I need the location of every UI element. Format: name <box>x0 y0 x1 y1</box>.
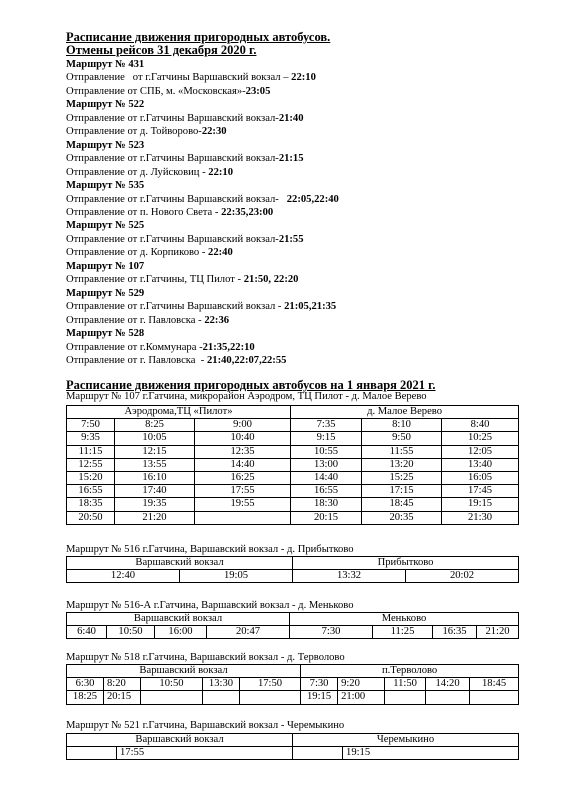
cancel-route-heading: Маршрут № 525 <box>66 220 145 232</box>
route-107-time: 19:35 <box>115 498 195 511</box>
departure-time: 23:05 <box>245 85 271 97</box>
route-107-time: 16:10 <box>115 471 195 484</box>
route-107-time: 18:45 <box>362 498 442 511</box>
route-521-head-left: Варшавский вокзал <box>67 734 293 747</box>
route-107-time: 20:35 <box>362 511 442 524</box>
route-521-caption: Маршрут № 521 г.Гатчина, Варшавский вокзал - Черемыкино <box>66 720 345 731</box>
cancel-departure-line <box>66 85 526 98</box>
departure-text: Отправление от г.Коммунара - <box>66 341 203 353</box>
route-107-caption: Маршрут № 107 г.Гатчина, микрорайон Аэродром, ТЦ Пилот - д. Малое Верево <box>66 391 427 402</box>
route-521-empty-cell <box>293 747 343 760</box>
route-107-time: 16:05 <box>442 471 519 484</box>
departure-time: 21:50, 22:20 <box>243 274 299 286</box>
route-107-time: 21:30 <box>442 511 519 524</box>
page-subtitle: Отмены рейсов 31 декабря 2020 г. <box>66 43 257 57</box>
route-516a-head-left: Варшавский вокзал <box>67 613 290 626</box>
departure-time: 21:40 <box>278 112 304 124</box>
route-107-table <box>66 405 519 525</box>
route-107-time: 21:20 <box>115 511 195 524</box>
route-107-time: 11:15 <box>67 445 115 458</box>
route-107-time: 19:55 <box>195 498 291 511</box>
route-107-head-left: Аэродрома,ТЦ «Пилот» <box>67 406 291 419</box>
cancel-departure-line <box>66 206 526 219</box>
route-518-time <box>240 691 301 704</box>
cancel-departure-line <box>66 300 526 313</box>
table-row <box>67 498 519 511</box>
route-518-time: 17:50 <box>240 678 301 691</box>
route-518-time <box>141 691 203 704</box>
route-518-time: 18:45 <box>470 678 519 691</box>
cancel-departure-line <box>66 166 526 179</box>
departure-time: 22:10 <box>291 72 316 84</box>
cancel-departure-line <box>66 193 526 206</box>
departure-time: 21:40,22:07,22:55 <box>206 354 287 366</box>
cancel-departure-line <box>66 125 526 138</box>
departure-text: Отправление от г.Гатчины Варшавский вокзал- <box>66 112 279 124</box>
route-107-time: 17:45 <box>442 485 519 498</box>
table-row <box>67 691 519 704</box>
departure-text: Отправление от г.Гатчины Варшавский вокзал- <box>66 153 279 165</box>
route-107-time: 16:25 <box>195 471 291 484</box>
table-row <box>67 678 519 691</box>
cancel-departure-line <box>66 152 526 165</box>
cancel-departure-line <box>66 354 526 367</box>
cancel-departure-line <box>66 112 526 125</box>
route-516a-time: 16:00 <box>155 626 207 639</box>
route-516a-time: 10:50 <box>107 626 155 639</box>
route-107-time: 12:15 <box>115 445 195 458</box>
route-516-time: 12:40 <box>67 570 180 583</box>
route-107-time: 15:20 <box>67 471 115 484</box>
departure-text: Отправление от д. Тойворово- <box>66 126 202 138</box>
route-516-head-left: Варшавский вокзал <box>67 557 293 570</box>
cancel-departure-line <box>66 341 526 354</box>
route-516-time: 13:32 <box>293 570 406 583</box>
route-107-time: 13:55 <box>115 458 195 471</box>
route-107-time: 11:55 <box>362 445 442 458</box>
departure-text: Отправление от г.Гатчины Варшавский вокзал - <box>66 301 285 313</box>
route-516a-time: 7:30 <box>290 626 373 639</box>
route-521-time: 17:55 <box>117 747 293 760</box>
cancel-departure-line <box>66 71 526 84</box>
route-518-table <box>66 664 519 705</box>
departure-time: 22:10 <box>208 166 233 178</box>
cancel-route-heading: Маршрут № 431 <box>66 59 145 70</box>
route-516a-head-right: Меньково <box>290 613 519 626</box>
cancel-route-heading: Маршрут № 107 <box>66 260 145 272</box>
route-518-head-right: п.Терволово <box>301 665 519 678</box>
cancel-route-heading: Маршрут № 529 <box>66 287 145 299</box>
departure-text: Отправление от д. Корпиково - <box>66 247 209 259</box>
route-107-time: 8:25 <box>115 419 195 432</box>
route-516a-caption: Маршрут № 516-А г.Гатчина, Варшавский вокзал - д. Меньково <box>66 600 354 611</box>
departure-text: Отправление от п. Нового Света - <box>66 206 222 218</box>
route-107-time: 7:35 <box>291 419 362 432</box>
route-518-head-left: Варшавский вокзал <box>67 665 301 678</box>
cancel-departure-line <box>66 273 526 286</box>
route-518-time: 20:15 <box>104 691 141 704</box>
route-521-empty-cell <box>67 747 117 760</box>
departure-time: 21:55 <box>278 233 304 245</box>
route-521-time: 19:15 <box>343 747 519 760</box>
route-107-time: 12:35 <box>195 445 291 458</box>
departure-time: 22:40 <box>208 247 233 259</box>
departure-time: 22:36 <box>204 314 230 326</box>
route-107-time: 13:20 <box>362 458 442 471</box>
route-518-time: 21:00 <box>338 691 385 704</box>
table-row <box>67 485 519 498</box>
route-516-head-right: Прибытково <box>293 557 519 570</box>
route-107-time: 9:00 <box>195 419 291 432</box>
departure-time: 22:05,22:40 <box>286 193 339 205</box>
cancel-route-heading: Маршрут № 528 <box>66 328 145 340</box>
route-107-time: 16:55 <box>67 485 115 498</box>
route-107-head-right: д. Малое Верево <box>291 406 519 419</box>
cancel-route-heading: Маршрут № 523 <box>66 139 145 151</box>
departure-time: 22:35,23:00 <box>221 206 274 218</box>
cancel-departure-line <box>66 314 526 327</box>
departure-time: 22:30 <box>201 126 227 138</box>
route-518-time: 7:30 <box>301 678 338 691</box>
route-516-caption: Маршрут № 516 г.Гатчина, Варшавский вокзал - д. Прибытково <box>66 544 354 555</box>
route-518-time <box>203 691 240 704</box>
schedule-title: Расписание движения пригородных автобусов на 1 января 2021 г. <box>66 378 436 392</box>
route-518-time: 6:30 <box>67 678 104 691</box>
route-516a-time: 16:35 <box>433 626 477 639</box>
route-518-caption: Маршрут № 518 г.Гатчина, Варшавский вокзал - д. Терволово <box>66 652 345 663</box>
route-518-time: 13:30 <box>203 678 240 691</box>
route-518-time: 10:50 <box>141 678 203 691</box>
departure-text: Отправление от г. Павловска - <box>66 354 207 366</box>
route-518-time: 14:20 <box>426 678 470 691</box>
route-516a-time: 11:25 <box>373 626 433 639</box>
route-107-time: 18:30 <box>291 498 362 511</box>
route-518-time: 19:15 <box>301 691 338 704</box>
cancel-route-heading: Маршрут № 535 <box>66 180 145 192</box>
route-107-time: 14:40 <box>195 458 291 471</box>
route-107-time: 20:15 <box>291 511 362 524</box>
table-row <box>67 445 519 458</box>
route-107-time: 10:55 <box>291 445 362 458</box>
route-518-time <box>470 691 519 704</box>
table-row <box>67 432 519 445</box>
route-518-time <box>426 691 470 704</box>
route-107-time: 8:10 <box>362 419 442 432</box>
route-107-time: 10:25 <box>442 432 519 445</box>
cancel-departure-line <box>66 246 526 259</box>
departure-text: Отправление от СПБ, м. «Московская»- <box>66 85 246 97</box>
route-107-time: 9:35 <box>67 432 115 445</box>
departure-text: Отправление от д. Луйсковиц - <box>66 166 209 178</box>
route-107-time: 8:40 <box>442 419 519 432</box>
page-title: Расписание движения пригородных автобусов. <box>66 30 331 44</box>
route-107-time: 10:40 <box>195 432 291 445</box>
route-521-head-right: Черемыкино <box>293 734 519 747</box>
route-107-time: 14:40 <box>291 471 362 484</box>
table-row <box>67 471 519 484</box>
route-516a-time: 20:47 <box>207 626 290 639</box>
route-518-time: 8:20 <box>104 678 141 691</box>
route-107-time: 12:55 <box>67 458 115 471</box>
cancel-route-heading: Маршрут № 522 <box>66 99 145 111</box>
route-107-time: 19:15 <box>442 498 519 511</box>
route-107-time: 16:55 <box>291 485 362 498</box>
route-107-time: 17:40 <box>115 485 195 498</box>
route-518-time: 18:25 <box>67 691 104 704</box>
route-516-table <box>66 556 519 583</box>
departure-text: Отправление от г.Гатчины Варшавский вокзал – <box>66 72 292 84</box>
departure-time: 21:35,22:10 <box>202 341 255 353</box>
route-518-time: 9:20 <box>338 678 385 691</box>
route-107-time: 13:40 <box>442 458 519 471</box>
table-row <box>67 458 519 471</box>
route-518-time: 11:50 <box>385 678 426 691</box>
route-107-time: 18:35 <box>67 498 115 511</box>
cancellations-list <box>66 58 526 367</box>
cancel-departure-line <box>66 233 526 246</box>
departure-text: Отправление от г.Гатчины Варшавский вокзал- <box>66 193 287 205</box>
route-107-time: 20:50 <box>67 511 115 524</box>
departure-time: 21:15 <box>278 153 304 165</box>
route-516a-time: 6:40 <box>67 626 107 639</box>
route-516a-table <box>66 612 519 639</box>
route-516a-time: 21:20 <box>477 626 519 639</box>
departure-time: 21:05,21:35 <box>284 301 337 313</box>
route-107-time: 10:05 <box>115 432 195 445</box>
departure-text: Отправление от г. Павловска - <box>66 314 205 326</box>
route-516-time: 20:02 <box>406 570 519 583</box>
table-row <box>67 419 519 432</box>
route-107-time: 9:15 <box>291 432 362 445</box>
route-516-time: 19:05 <box>180 570 293 583</box>
route-107-time: 9:50 <box>362 432 442 445</box>
route-107-time <box>195 511 291 524</box>
route-107-time: 7:50 <box>67 419 115 432</box>
route-107-time: 12:05 <box>442 445 519 458</box>
route-518-time <box>385 691 426 704</box>
route-107-time: 15:25 <box>362 471 442 484</box>
table-row <box>67 511 519 524</box>
route-107-time: 17:55 <box>195 485 291 498</box>
route-107-time: 13:00 <box>291 458 362 471</box>
route-107-time: 17:15 <box>362 485 442 498</box>
route-521-table <box>66 733 519 760</box>
departure-text: Отправление от г.Гатчины Варшавский вокзал- <box>66 233 279 245</box>
departure-text: Отправление от г.Гатчины, ТЦ Пилот - <box>66 274 244 286</box>
